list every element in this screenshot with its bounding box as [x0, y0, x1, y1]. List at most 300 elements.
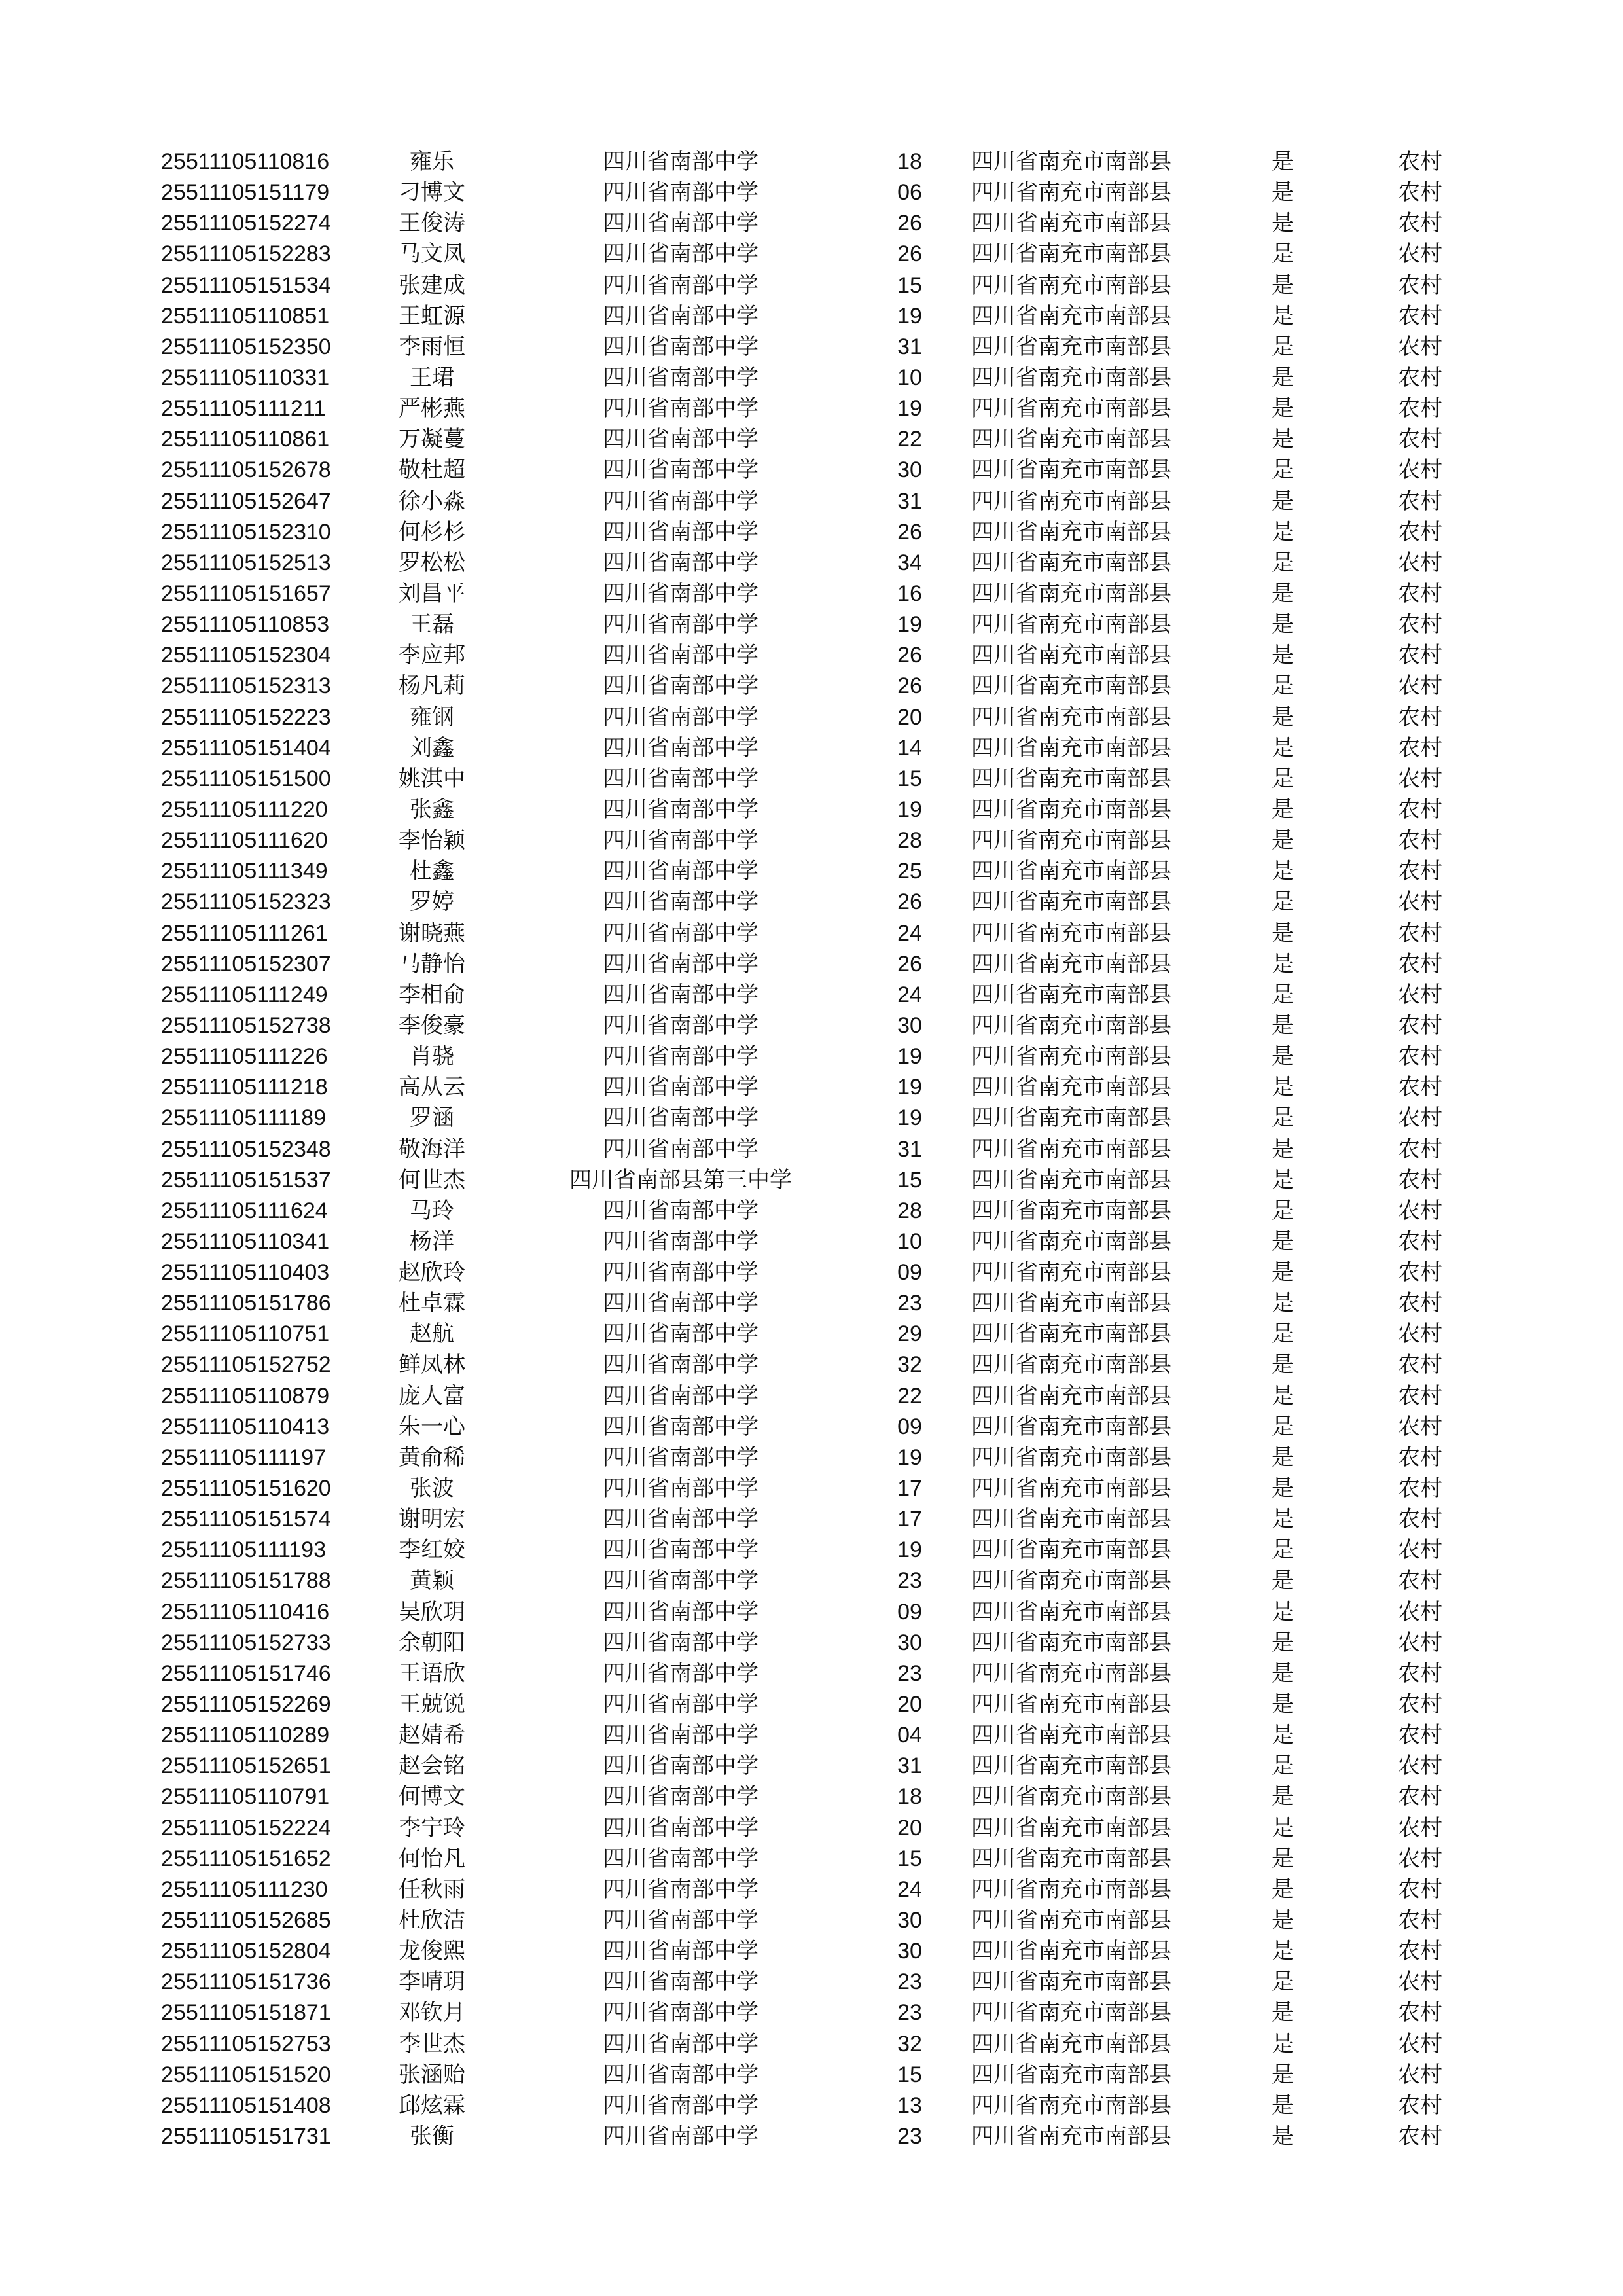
residence-type-cell: 农村 [1398, 427, 1442, 452]
school-name-cell: 四川省南部中学 [603, 303, 758, 329]
region-cell: 四川省南充市南部县 [971, 673, 1171, 699]
region-cell: 四川省南充市南部县 [971, 2000, 1171, 2026]
student-name-cell: 严彬燕 [399, 396, 465, 422]
table-row [0, 1782, 1623, 1812]
exam-number-cell: 25511105110791 [161, 1784, 330, 1810]
exam-number-cell: 25511105111197 [161, 1444, 327, 1470]
table-row [0, 949, 1623, 980]
student-name-cell: 马玲 [410, 1198, 454, 1223]
residence-type-cell: 农村 [1398, 1969, 1442, 1995]
region-cell: 四川省南充市南部县 [971, 704, 1171, 730]
exam-number-cell: 25511105110879 [161, 1383, 330, 1408]
class-code-cell: 31 [897, 1753, 922, 1779]
exam-number-cell: 25511105152678 [161, 457, 331, 483]
residence-type-cell: 农村 [1398, 550, 1442, 575]
region-cell: 四川省南充市南部县 [971, 1167, 1171, 1193]
region-cell: 四川省南充市南部县 [971, 1784, 1171, 1810]
residence-type-cell: 农村 [1398, 180, 1442, 206]
student-name-cell: 罗涵 [410, 1105, 454, 1131]
table-row [0, 1072, 1623, 1103]
class-code-cell: 31 [897, 1136, 922, 1162]
school-name-cell: 四川省南部中学 [603, 828, 758, 853]
eligibility-flag-cell: 是 [1272, 1815, 1294, 1840]
table-row [0, 825, 1623, 856]
table-row [0, 1350, 1623, 1380]
exam-number-cell: 25511105151731 [161, 2124, 331, 2149]
class-code-cell: 20 [897, 1692, 922, 1717]
class-code-cell: 22 [897, 1383, 922, 1408]
exam-number-cell: 25511105152274 [161, 211, 331, 236]
class-code-cell: 18 [897, 1784, 922, 1810]
student-name-cell: 李世杰 [399, 2031, 465, 2056]
residence-type-cell: 农村 [1398, 1784, 1442, 1810]
region-cell: 四川省南充市南部县 [971, 1815, 1171, 1840]
student-name-cell: 王珺 [410, 365, 454, 390]
table-row [0, 455, 1623, 486]
school-name-cell: 四川省南部中学 [603, 1075, 758, 1100]
school-name-cell: 四川省南部中学 [603, 1198, 758, 1223]
region-cell: 四川省南充市南部县 [971, 1599, 1171, 1624]
class-code-cell: 26 [897, 519, 922, 545]
school-name-cell: 四川省南部中学 [603, 766, 758, 791]
exam-number-cell: 25511105152804 [161, 1939, 331, 1964]
eligibility-flag-cell: 是 [1272, 1075, 1294, 1100]
region-cell: 四川省南充市南部县 [971, 1723, 1171, 1748]
eligibility-flag-cell: 是 [1272, 1260, 1294, 1285]
school-name-cell: 四川省南部中学 [603, 1939, 758, 1964]
exam-number-cell: 25511105151657 [161, 581, 331, 606]
region-cell: 四川省南充市南部县 [971, 303, 1171, 329]
residence-type-cell: 农村 [1398, 1105, 1442, 1131]
class-code-cell: 30 [897, 1013, 922, 1038]
exam-number-cell: 25511105110331 [161, 365, 330, 390]
student-name-cell: 何杉杉 [399, 519, 465, 545]
table-row [0, 856, 1623, 887]
table-row [0, 393, 1623, 424]
class-code-cell: 28 [897, 828, 922, 853]
table-row [0, 671, 1623, 702]
school-name-cell: 四川省南部中学 [603, 1476, 758, 1501]
student-name-cell: 张涵贻 [399, 2062, 465, 2087]
residence-type-cell: 农村 [1398, 704, 1442, 730]
student-name-cell: 张波 [410, 1476, 454, 1501]
table-row [0, 1689, 1623, 1720]
student-name-cell: 赵航 [410, 1321, 454, 1347]
residence-type-cell: 农村 [1398, 396, 1442, 422]
table-row [0, 764, 1623, 795]
region-cell: 四川省南充市南部县 [971, 612, 1171, 637]
school-name-cell: 四川省南部中学 [603, 2000, 758, 2026]
exam-number-cell: 25511105152350 [161, 334, 331, 359]
region-cell: 四川省南充市南部县 [971, 643, 1171, 668]
table-row [0, 1905, 1623, 1936]
residence-type-cell: 农村 [1398, 1414, 1442, 1439]
region-cell: 四川省南充市南部县 [971, 1383, 1171, 1408]
class-code-cell: 26 [897, 242, 922, 267]
class-code-cell: 23 [897, 1660, 922, 1686]
region-cell: 四川省南充市南部县 [971, 828, 1171, 853]
exam-number-cell: 25511105151788 [161, 1568, 331, 1594]
residence-type-cell: 农村 [1398, 1444, 1442, 1470]
school-name-cell: 四川省南部中学 [603, 612, 758, 637]
residence-type-cell: 农村 [1398, 242, 1442, 267]
exam-number-cell: 25511105111211 [161, 396, 327, 422]
residence-type-cell: 农村 [1398, 1013, 1442, 1038]
student-name-cell: 邓钦月 [399, 2000, 465, 2026]
student-name-cell: 王磊 [410, 612, 454, 637]
class-code-cell: 10 [897, 365, 922, 390]
region-cell: 四川省南充市南部县 [971, 1044, 1171, 1069]
eligibility-flag-cell: 是 [1272, 1908, 1294, 1933]
region-cell: 四川省南充市南部县 [971, 1630, 1171, 1655]
exam-number-cell: 25511105151786 [161, 1291, 331, 1316]
school-name-cell: 四川省南部中学 [603, 2092, 758, 2118]
exam-number-cell: 25511105151537 [161, 1167, 331, 1193]
residence-type-cell: 农村 [1398, 1846, 1442, 1871]
eligibility-flag-cell: 是 [1272, 581, 1294, 606]
residence-type-cell: 农村 [1398, 673, 1442, 699]
class-code-cell: 30 [897, 1939, 922, 1964]
class-code-cell: 26 [897, 211, 922, 236]
class-code-cell: 32 [897, 2031, 922, 2056]
exam-number-cell: 25511105152513 [161, 550, 331, 575]
exam-number-cell: 25511105111220 [161, 797, 328, 822]
student-name-cell: 敬杜超 [399, 457, 465, 483]
region-cell: 四川省南充市南部县 [971, 396, 1171, 422]
region-cell: 四川省南充市南部县 [971, 859, 1171, 884]
residence-type-cell: 农村 [1398, 1260, 1442, 1285]
residence-type-cell: 农村 [1398, 1660, 1442, 1686]
student-name-cell: 龙俊熙 [399, 1939, 465, 1964]
residence-type-cell: 农村 [1398, 488, 1442, 514]
student-name-cell: 朱一心 [399, 1414, 465, 1439]
student-name-cell: 吴欣玥 [399, 1599, 465, 1624]
school-name-cell: 四川省南部中学 [603, 735, 758, 761]
residence-type-cell: 农村 [1398, 334, 1442, 359]
school-name-cell: 四川省南部中学 [603, 1537, 758, 1563]
student-name-cell: 罗婷 [410, 889, 454, 915]
table-row [0, 208, 1623, 239]
student-name-cell: 马文凤 [399, 242, 465, 267]
table-row [0, 1566, 1623, 1596]
residence-type-cell: 农村 [1398, 272, 1442, 298]
region-cell: 四川省南充市南部县 [971, 272, 1171, 298]
region-cell: 四川省南充市南部县 [971, 982, 1171, 1007]
student-name-cell: 高从云 [399, 1075, 465, 1100]
student-name-cell: 马静怡 [399, 951, 465, 977]
residence-type-cell: 农村 [1398, 211, 1442, 236]
exam-number-cell: 25511105151620 [161, 1476, 331, 1501]
table-row [0, 517, 1623, 548]
class-code-cell: 19 [897, 303, 922, 329]
region-cell: 四川省南充市南部县 [971, 365, 1171, 390]
student-name-cell: 庞人富 [399, 1383, 465, 1408]
class-code-cell: 15 [897, 272, 922, 298]
eligibility-flag-cell: 是 [1272, 1105, 1294, 1131]
exam-number-cell: 25511105152647 [161, 488, 331, 514]
student-name-cell: 王俊涛 [399, 211, 465, 236]
class-code-cell: 22 [897, 427, 922, 452]
table-row [0, 1227, 1623, 1257]
eligibility-flag-cell: 是 [1272, 1044, 1294, 1069]
school-name-cell: 四川省南部中学 [603, 180, 758, 206]
class-code-cell: 30 [897, 1630, 922, 1655]
class-code-cell: 19 [897, 612, 922, 637]
class-code-cell: 23 [897, 1291, 922, 1316]
region-cell: 四川省南充市南部县 [971, 1908, 1171, 1933]
region-cell: 四川省南充市南部县 [971, 1753, 1171, 1779]
exam-number-cell: 25511105151736 [161, 1969, 331, 1995]
exam-number-cell: 25511105111218 [161, 1075, 328, 1100]
student-name-cell: 余朝阳 [399, 1630, 465, 1655]
residence-type-cell: 农村 [1398, 643, 1442, 668]
eligibility-flag-cell: 是 [1272, 1444, 1294, 1470]
residence-type-cell: 农村 [1398, 1568, 1442, 1594]
school-name-cell: 四川省南部中学 [603, 457, 758, 483]
table-row [0, 2029, 1623, 2060]
student-name-cell: 徐小淼 [399, 488, 465, 514]
residence-type-cell: 农村 [1398, 2124, 1442, 2149]
class-code-cell: 09 [897, 1599, 922, 1624]
eligibility-flag-cell: 是 [1272, 1013, 1294, 1038]
student-name-cell: 肖骁 [410, 1044, 454, 1069]
student-name-cell: 杜卓霖 [399, 1291, 465, 1316]
table-row [0, 980, 1623, 1011]
residence-type-cell: 农村 [1398, 1630, 1442, 1655]
school-name-cell: 四川省南部中学 [603, 488, 758, 514]
class-code-cell: 24 [897, 920, 922, 946]
residence-type-cell: 农村 [1398, 1876, 1442, 1902]
residence-type-cell: 农村 [1398, 1075, 1442, 1100]
eligibility-flag-cell: 是 [1272, 735, 1294, 761]
table-row [0, 1751, 1623, 1782]
school-name-cell: 四川省南部中学 [603, 1352, 758, 1378]
table-row [0, 424, 1623, 455]
table-row [0, 1011, 1623, 1041]
eligibility-flag-cell: 是 [1272, 149, 1294, 174]
region-cell: 四川省南充市南部县 [971, 1660, 1171, 1686]
region-cell: 四川省南充市南部县 [971, 1260, 1171, 1285]
table-row [0, 1720, 1623, 1751]
exam-number-cell: 25511105110403 [161, 1260, 330, 1285]
residence-type-cell: 农村 [1398, 1537, 1442, 1563]
school-name-cell: 四川省南部中学 [603, 1630, 758, 1655]
student-table [0, 147, 1623, 2152]
table-row [0, 579, 1623, 609]
student-name-cell: 杨凡莉 [399, 673, 465, 699]
school-name-cell: 四川省南部中学 [603, 519, 758, 545]
school-name-cell: 四川省南部中学 [603, 1229, 758, 1254]
class-code-cell: 20 [897, 1815, 922, 1840]
school-name-cell: 四川省南部中学 [603, 427, 758, 452]
region-cell: 四川省南充市南部县 [971, 1229, 1171, 1254]
exam-number-cell: 25511105151179 [161, 180, 330, 206]
student-name-cell: 张建成 [399, 272, 465, 298]
exam-number-cell: 25511105110289 [161, 1723, 330, 1748]
eligibility-flag-cell: 是 [1272, 920, 1294, 946]
class-code-cell: 15 [897, 766, 922, 791]
school-name-cell: 四川省南部中学 [603, 1660, 758, 1686]
school-name-cell: 四川省南部中学 [603, 1136, 758, 1162]
school-name-cell: 四川省南部中学 [603, 550, 758, 575]
region-cell: 四川省南充市南部县 [971, 550, 1171, 575]
residence-type-cell: 农村 [1398, 1908, 1442, 1933]
table-row [0, 147, 1623, 177]
exam-number-cell: 25511105151746 [161, 1660, 331, 1686]
school-name-cell: 四川省南部中学 [603, 396, 758, 422]
student-name-cell: 李雨恒 [399, 334, 465, 359]
residence-type-cell: 农村 [1398, 149, 1442, 174]
region-cell: 四川省南充市南部县 [971, 180, 1171, 206]
exam-number-cell: 25511105111193 [161, 1537, 327, 1563]
eligibility-flag-cell: 是 [1272, 1692, 1294, 1717]
region-cell: 四川省南充市南部县 [971, 1939, 1171, 1964]
residence-type-cell: 农村 [1398, 1507, 1442, 1532]
region-cell: 四川省南充市南部县 [971, 1876, 1171, 1902]
residence-type-cell: 农村 [1398, 612, 1442, 637]
residence-type-cell: 农村 [1398, 2031, 1442, 2056]
region-cell: 四川省南充市南部县 [971, 1846, 1171, 1871]
table-row [0, 1844, 1623, 1874]
residence-type-cell: 农村 [1398, 859, 1442, 884]
residence-type-cell: 农村 [1398, 1692, 1442, 1717]
residence-type-cell: 农村 [1398, 303, 1442, 329]
region-cell: 四川省南充市南部县 [971, 1692, 1171, 1717]
region-cell: 四川省南充市南部县 [971, 427, 1171, 452]
school-name-cell: 四川省南部中学 [603, 1291, 758, 1316]
class-code-cell: 15 [897, 1167, 922, 1193]
exam-number-cell: 25511105111261 [161, 920, 328, 946]
class-code-cell: 09 [897, 1260, 922, 1285]
region-cell: 四川省南充市南部县 [971, 766, 1171, 791]
class-code-cell: 14 [897, 735, 922, 761]
exam-number-cell: 25511105152752 [161, 1352, 331, 1378]
eligibility-flag-cell: 是 [1272, 519, 1294, 545]
student-name-cell: 刘鑫 [410, 735, 454, 761]
table-row [0, 1504, 1623, 1535]
residence-type-cell: 农村 [1398, 1198, 1442, 1223]
school-name-cell: 四川省南部中学 [603, 272, 758, 298]
class-code-cell: 04 [897, 1723, 922, 1748]
class-code-cell: 31 [897, 334, 922, 359]
exam-number-cell: 25511105110816 [161, 149, 330, 174]
school-name-cell: 四川省南部中学 [603, 1321, 758, 1347]
table-row [0, 1134, 1623, 1165]
eligibility-flag-cell: 是 [1272, 272, 1294, 298]
table-row [0, 1443, 1623, 1473]
eligibility-flag-cell: 是 [1272, 396, 1294, 422]
eligibility-flag-cell: 是 [1272, 1784, 1294, 1810]
region-cell: 四川省南充市南部县 [971, 1075, 1171, 1100]
table-row [0, 548, 1623, 579]
eligibility-flag-cell: 是 [1272, 242, 1294, 267]
exam-number-cell: 25511105152283 [161, 242, 331, 267]
class-code-cell: 34 [897, 550, 922, 575]
residence-type-cell: 农村 [1398, 920, 1442, 946]
table-row [0, 1196, 1623, 1227]
exam-number-cell: 25511105111249 [161, 982, 328, 1007]
exam-number-cell: 25511105110861 [161, 427, 330, 452]
exam-number-cell: 25511105110853 [161, 612, 330, 637]
residence-type-cell: 农村 [1398, 1476, 1442, 1501]
exam-number-cell: 25511105111624 [161, 1198, 328, 1223]
region-cell: 四川省南充市南部县 [971, 149, 1171, 174]
class-code-cell: 24 [897, 982, 922, 1007]
class-code-cell: 18 [897, 149, 922, 174]
residence-type-cell: 农村 [1398, 1599, 1442, 1624]
exam-number-cell: 25511105152685 [161, 1908, 331, 1933]
table-row [0, 609, 1623, 640]
table-row [0, 239, 1623, 270]
exam-number-cell: 25511105152313 [161, 673, 331, 699]
class-code-cell: 28 [897, 1198, 922, 1223]
table-row [0, 1381, 1623, 1412]
student-name-cell: 黄俞稀 [399, 1444, 465, 1470]
school-name-cell: 四川省南部中学 [603, 1692, 758, 1717]
table-row [0, 1288, 1623, 1319]
student-name-cell: 赵会铭 [399, 1753, 465, 1779]
class-code-cell: 26 [897, 951, 922, 977]
eligibility-flag-cell: 是 [1272, 488, 1294, 514]
table-row [0, 1874, 1623, 1905]
table-row [0, 1412, 1623, 1443]
student-name-cell: 王虹源 [399, 303, 465, 329]
eligibility-flag-cell: 是 [1272, 828, 1294, 853]
region-cell: 四川省南充市南部县 [971, 2062, 1171, 2087]
eligibility-flag-cell: 是 [1272, 1321, 1294, 1347]
region-cell: 四川省南充市南部县 [971, 2092, 1171, 2118]
eligibility-flag-cell: 是 [1272, 1198, 1294, 1223]
eligibility-flag-cell: 是 [1272, 1537, 1294, 1563]
eligibility-flag-cell: 是 [1272, 643, 1294, 668]
residence-type-cell: 农村 [1398, 1044, 1442, 1069]
region-cell: 四川省南充市南部县 [971, 2124, 1171, 2149]
residence-type-cell: 农村 [1398, 1321, 1442, 1347]
eligibility-flag-cell: 是 [1272, 1876, 1294, 1902]
exam-number-cell: 25511105151500 [161, 766, 331, 791]
exam-number-cell: 25511105151404 [161, 735, 331, 761]
student-name-cell: 罗松松 [399, 550, 465, 575]
student-name-cell: 雍钢 [410, 704, 454, 730]
school-name-cell: 四川省南部中学 [603, 1568, 758, 1594]
school-name-cell: 四川省南部中学 [603, 1507, 758, 1532]
table-row [0, 270, 1623, 301]
school-name-cell: 四川省南部中学 [603, 211, 758, 236]
residence-type-cell: 农村 [1398, 457, 1442, 483]
eligibility-flag-cell: 是 [1272, 766, 1294, 791]
class-code-cell: 15 [897, 2062, 922, 2087]
residence-type-cell: 农村 [1398, 2062, 1442, 2087]
eligibility-flag-cell: 是 [1272, 673, 1294, 699]
school-name-cell: 四川省南部中学 [603, 982, 758, 1007]
region-cell: 四川省南充市南部县 [971, 889, 1171, 915]
school-name-cell: 四川省南部中学 [603, 581, 758, 606]
region-cell: 四川省南充市南部县 [971, 1537, 1171, 1563]
table-row [0, 1319, 1623, 1350]
class-code-cell: 30 [897, 1908, 922, 1933]
eligibility-flag-cell: 是 [1272, 1291, 1294, 1316]
region-cell: 四川省南充市南部县 [971, 488, 1171, 514]
residence-type-cell: 农村 [1398, 1723, 1442, 1748]
exam-number-cell: 25511105110751 [161, 1321, 330, 1347]
table-row [0, 1103, 1623, 1134]
residence-type-cell: 农村 [1398, 2000, 1442, 2026]
table-row [0, 640, 1623, 671]
student-name-cell: 万凝蔓 [399, 427, 465, 452]
student-name-cell: 赵欣玲 [399, 1260, 465, 1285]
school-name-cell: 四川省南部中学 [603, 859, 758, 884]
school-name-cell: 四川省南部中学 [603, 889, 758, 915]
